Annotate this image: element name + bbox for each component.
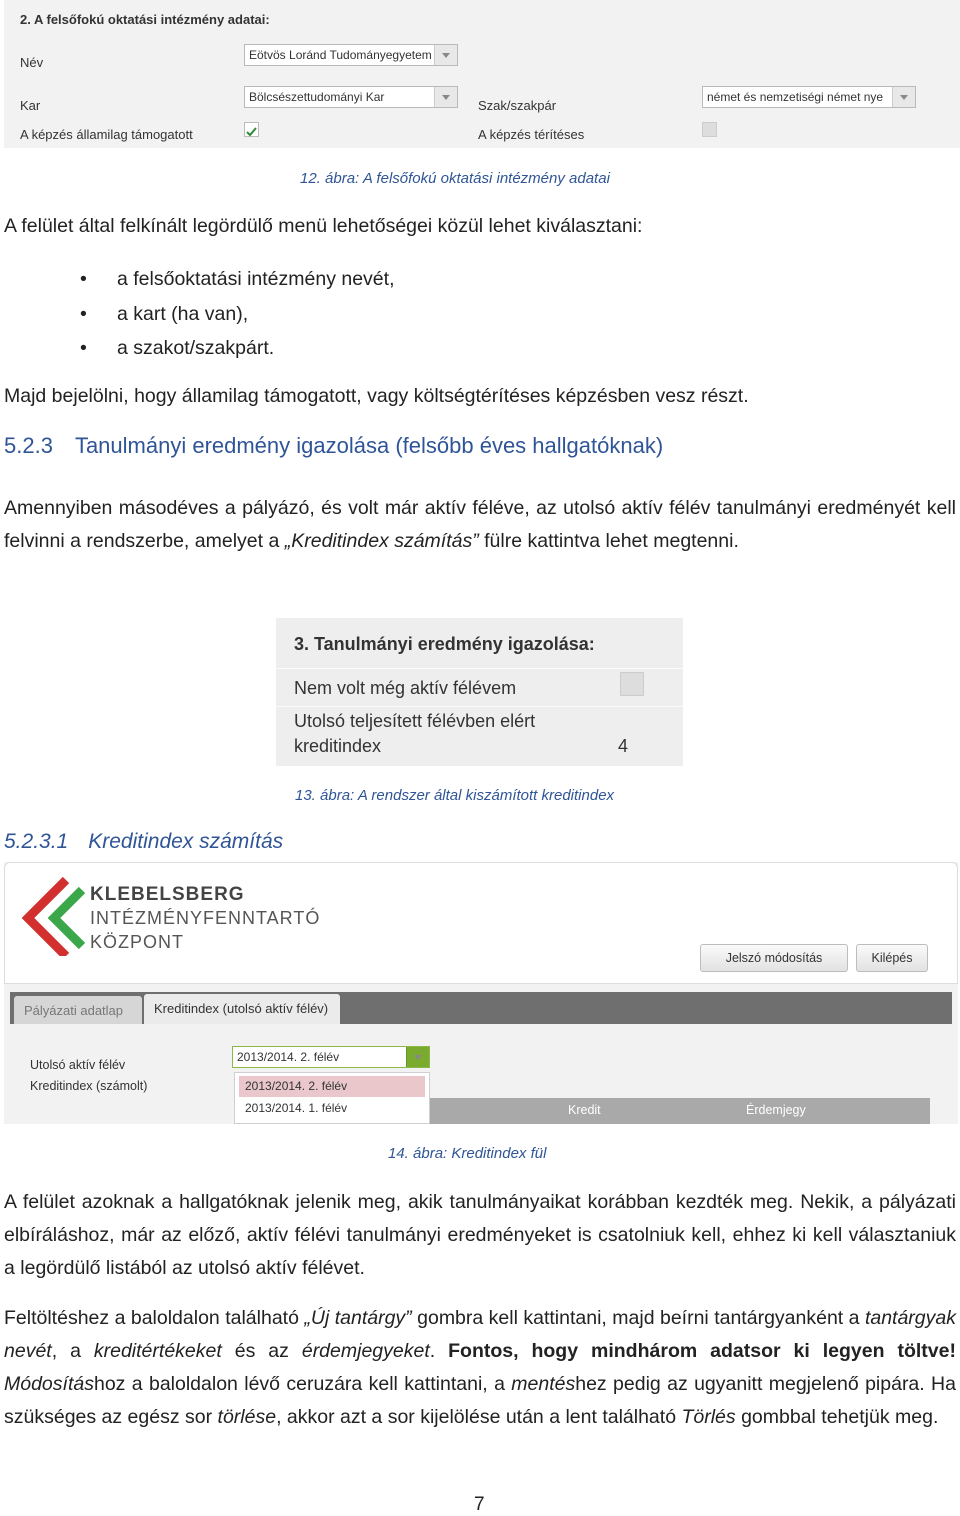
credit-index-label-line2: kreditindex: [294, 736, 382, 756]
column-grade: Érdemjegy: [746, 1103, 806, 1117]
logo-line-3: KÖZPONT: [90, 932, 185, 952]
figure2-caption: 13. ábra: A rendszer által kiszámított kreditindex: [295, 787, 615, 804]
chevron-down-icon: [406, 1047, 429, 1067]
checkmark-icon: [245, 125, 258, 138]
credit-index-value: 4: [618, 736, 629, 756]
funded-checkbox[interactable]: [244, 122, 259, 137]
semester-select-value: 2013/2014. 2. félév: [237, 1050, 340, 1064]
column-credit: Kredit: [568, 1103, 601, 1117]
chevron-down-icon: [434, 45, 457, 65]
subsection-title: Kreditindex számítás: [88, 830, 284, 853]
figure-institution-data: [4, 0, 960, 148]
figure-credit-index-tab: [4, 862, 958, 1124]
semester-option-selected[interactable]: 2013/2014. 2. félév: [239, 1076, 425, 1097]
institution-select[interactable]: [244, 44, 458, 66]
tab-credit-index[interactable]: Kreditindex (utolsó aktív félév): [144, 994, 340, 1024]
figure-study-result: [276, 618, 683, 766]
page-number: 7: [474, 1494, 485, 1515]
logo-line-2: INTÉZMÉNYFENNTARTÓ: [90, 908, 321, 928]
list-item: • a szakot/szakpárt.: [80, 337, 275, 359]
semester-dropdown-list: [234, 1072, 430, 1124]
no-active-semester-checkbox[interactable]: [620, 672, 644, 696]
section-title: Tanulmányi eredmény igazolása (felsőbb éves hallgatóknak): [74, 433, 664, 458]
chevron-down-icon: [892, 87, 915, 107]
major-value: német és nemzetiségi német nye: [707, 90, 884, 104]
credit-index-computed-label: Kreditindex (számolt): [30, 1079, 148, 1093]
paragraph-3: A felület azoknak a hallgatóknak jelenik meg, akik tanulmányaikat korábban kezdték meg. Nekik, a pályázati elbíráláshoz, már az előző, aktív félévi tanulmányi eredményeket is csatolniuk kell, ehhez ki kell választaniuk a legördülő listából az utolsó aktív félévet.: [4, 1191, 956, 1279]
klebelsberg-logo-icon: [18, 876, 88, 956]
credit-index-label-line1: Utolsó teljesített félévben elért: [294, 711, 536, 731]
chevron-down-icon: [434, 87, 457, 107]
section-paragraph: Amennyiben másodéves a pályázó, és volt már aktív féléve, az utolsó aktív félév tanulmányi eredményét kell felvinni a rendszerbe, amelyet a „Kreditindex számítás” fülre kattintva lehet megtenni.: [4, 497, 956, 552]
table-header: [430, 1098, 930, 1124]
fee-label: A képzés térítéses: [478, 127, 585, 142]
figure3-caption: 14. ábra: Kreditindex fül: [388, 1145, 547, 1162]
faculty-value: Bölcsészettudományi Kar: [249, 90, 385, 104]
funded-label: A képzés államilag támogatott: [20, 127, 193, 142]
form-section-title: 2. A felsőfokú oktatási intézmény adatai:: [20, 12, 270, 27]
figure1-caption: 12. ábra: A felsőfokú oktatási intézmény adatai: [300, 170, 610, 187]
section-heading: [4, 433, 663, 459]
paragraph-4: Feltöltéshez a baloldalon található „Új tantárgy” gombra kell kattintani, majd beírni tantárgyanként a tantárgyak nevét, a kreditértékeket és az érdemjegyeket. Fontos, hogy mindhárom adatsor ki legyen töltve! Módosításhoz a baloldalon lévő ceruzára kell kattintani, a mentéshez pedig az ugyanitt megjelenő pipára. Ha szükséges az egész sor törlése, akkor azt a sor kijelölése után a lent található Törlés gombbal tehetjük meg.: [4, 1307, 956, 1428]
semester-label: Utolsó aktív félév: [30, 1058, 126, 1072]
tab-application-form[interactable]: Pályázati adatlap: [14, 996, 142, 1024]
major-label: Szak/szakpár: [478, 98, 557, 113]
section-number: 5.2.3: [4, 433, 53, 458]
faculty-select[interactable]: [244, 86, 458, 108]
institution-value: Eötvös Loránd Tudományegyetem: [249, 48, 432, 62]
list-item: • a kart (ha van),: [80, 302, 249, 325]
semester-option[interactable]: 2013/2014. 1. félév: [245, 1101, 348, 1115]
bullet-list: [80, 262, 880, 366]
list-item: • a felsőoktatási intézmény nevét,: [80, 268, 395, 290]
name-label: Név: [20, 55, 44, 70]
logo-line-1: KLEBELSBERG: [90, 884, 245, 905]
logout-button[interactable]: Kilépés: [856, 944, 928, 972]
faculty-label: Kar: [20, 98, 41, 113]
intro-text: A felület által felkínált legördülő menü lehetőségei közül lehet kiválasztani:: [4, 215, 643, 237]
study-result-title: 3. Tanulmányi eredmény igazolása:: [294, 634, 595, 654]
no-active-semester-label: Nem volt még aktív félévem: [294, 678, 517, 698]
after-bullets-text: Majd bejelölni, hogy államilag támogatott, vagy költségtérítéses képzésben vesz részt.: [4, 385, 749, 407]
subsection-number: 5.2.3.1: [4, 830, 69, 853]
subsection-heading: [4, 830, 283, 854]
major-select[interactable]: [702, 86, 916, 108]
fee-checkbox[interactable]: [702, 122, 717, 137]
change-password-button[interactable]: Jelszó módosítás: [700, 944, 848, 972]
semester-select[interactable]: [232, 1046, 430, 1068]
